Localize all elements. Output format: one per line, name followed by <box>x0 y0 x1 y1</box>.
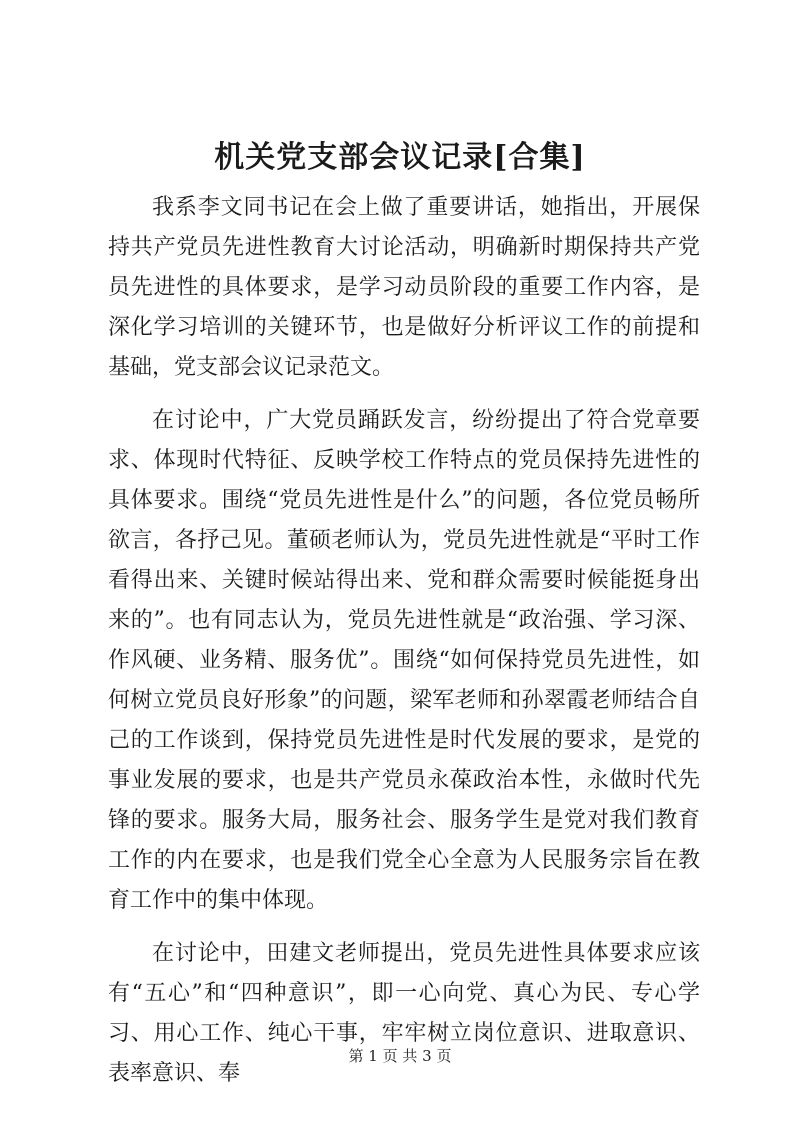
document-body <box>108 188 700 1107</box>
paragraph-2: 在讨论中，广大党员踊跃发言，纷纷提出了符合党章要求、体现时代特征、反映学校工作特点的党员保持先进性的具体要求。围绕“党员先进性是什么”的问题，各位党员畅所欲言，各抒己见。董硕老师认为，党员先进性就是“平时工作看得出来、关键时候站得出来、党和群众需要时候能挺身出来的”。也有同志认为，党员先进性就是“政治强、学习深、作风硬、业务精、服务优”。围绕“如何保持党员先进性，如何树立党员良好形象”的问题，梁军老师和孙翠霞老师结合自己的工作谈到，保持党员先进性是时代发展的要求，是党的事业发展的要求，也是共产党员永葆政治本性，永做时代先锋的要求。服务大局，服务社会、服务学生是党对我们教育工作的内在要求，也是我们党全心全意为人民服务宗旨在教育工作中的集中体现。 <box>108 408 700 913</box>
page-number-footer: 第 1 页 共 3 页 <box>348 1047 452 1065</box>
paragraph-3: 在讨论中，田建文老师提出，党员先进性具体要求应该有“五心”和“四种意识”，即一心向党、真心为民、专心学习、用心工作、纯心干事，牢牢树立岗位意识、进取意识、表率意识、奉 <box>108 941 700 1086</box>
paragraph-1: 我系李文同书记在会上做了重要讲话，她指出，开展保持共产党员先进性教育大讨论活动，明确新时期保持共产党员先进性的具体要求，是学习动员阶段的重要工作内容，是深化学习培训的关键环节，也是做好分析评议工作的前提和基础，党支部会议记录范文。 <box>108 195 700 380</box>
document-title: 机关党支部会议记录[合集] <box>214 140 586 175</box>
